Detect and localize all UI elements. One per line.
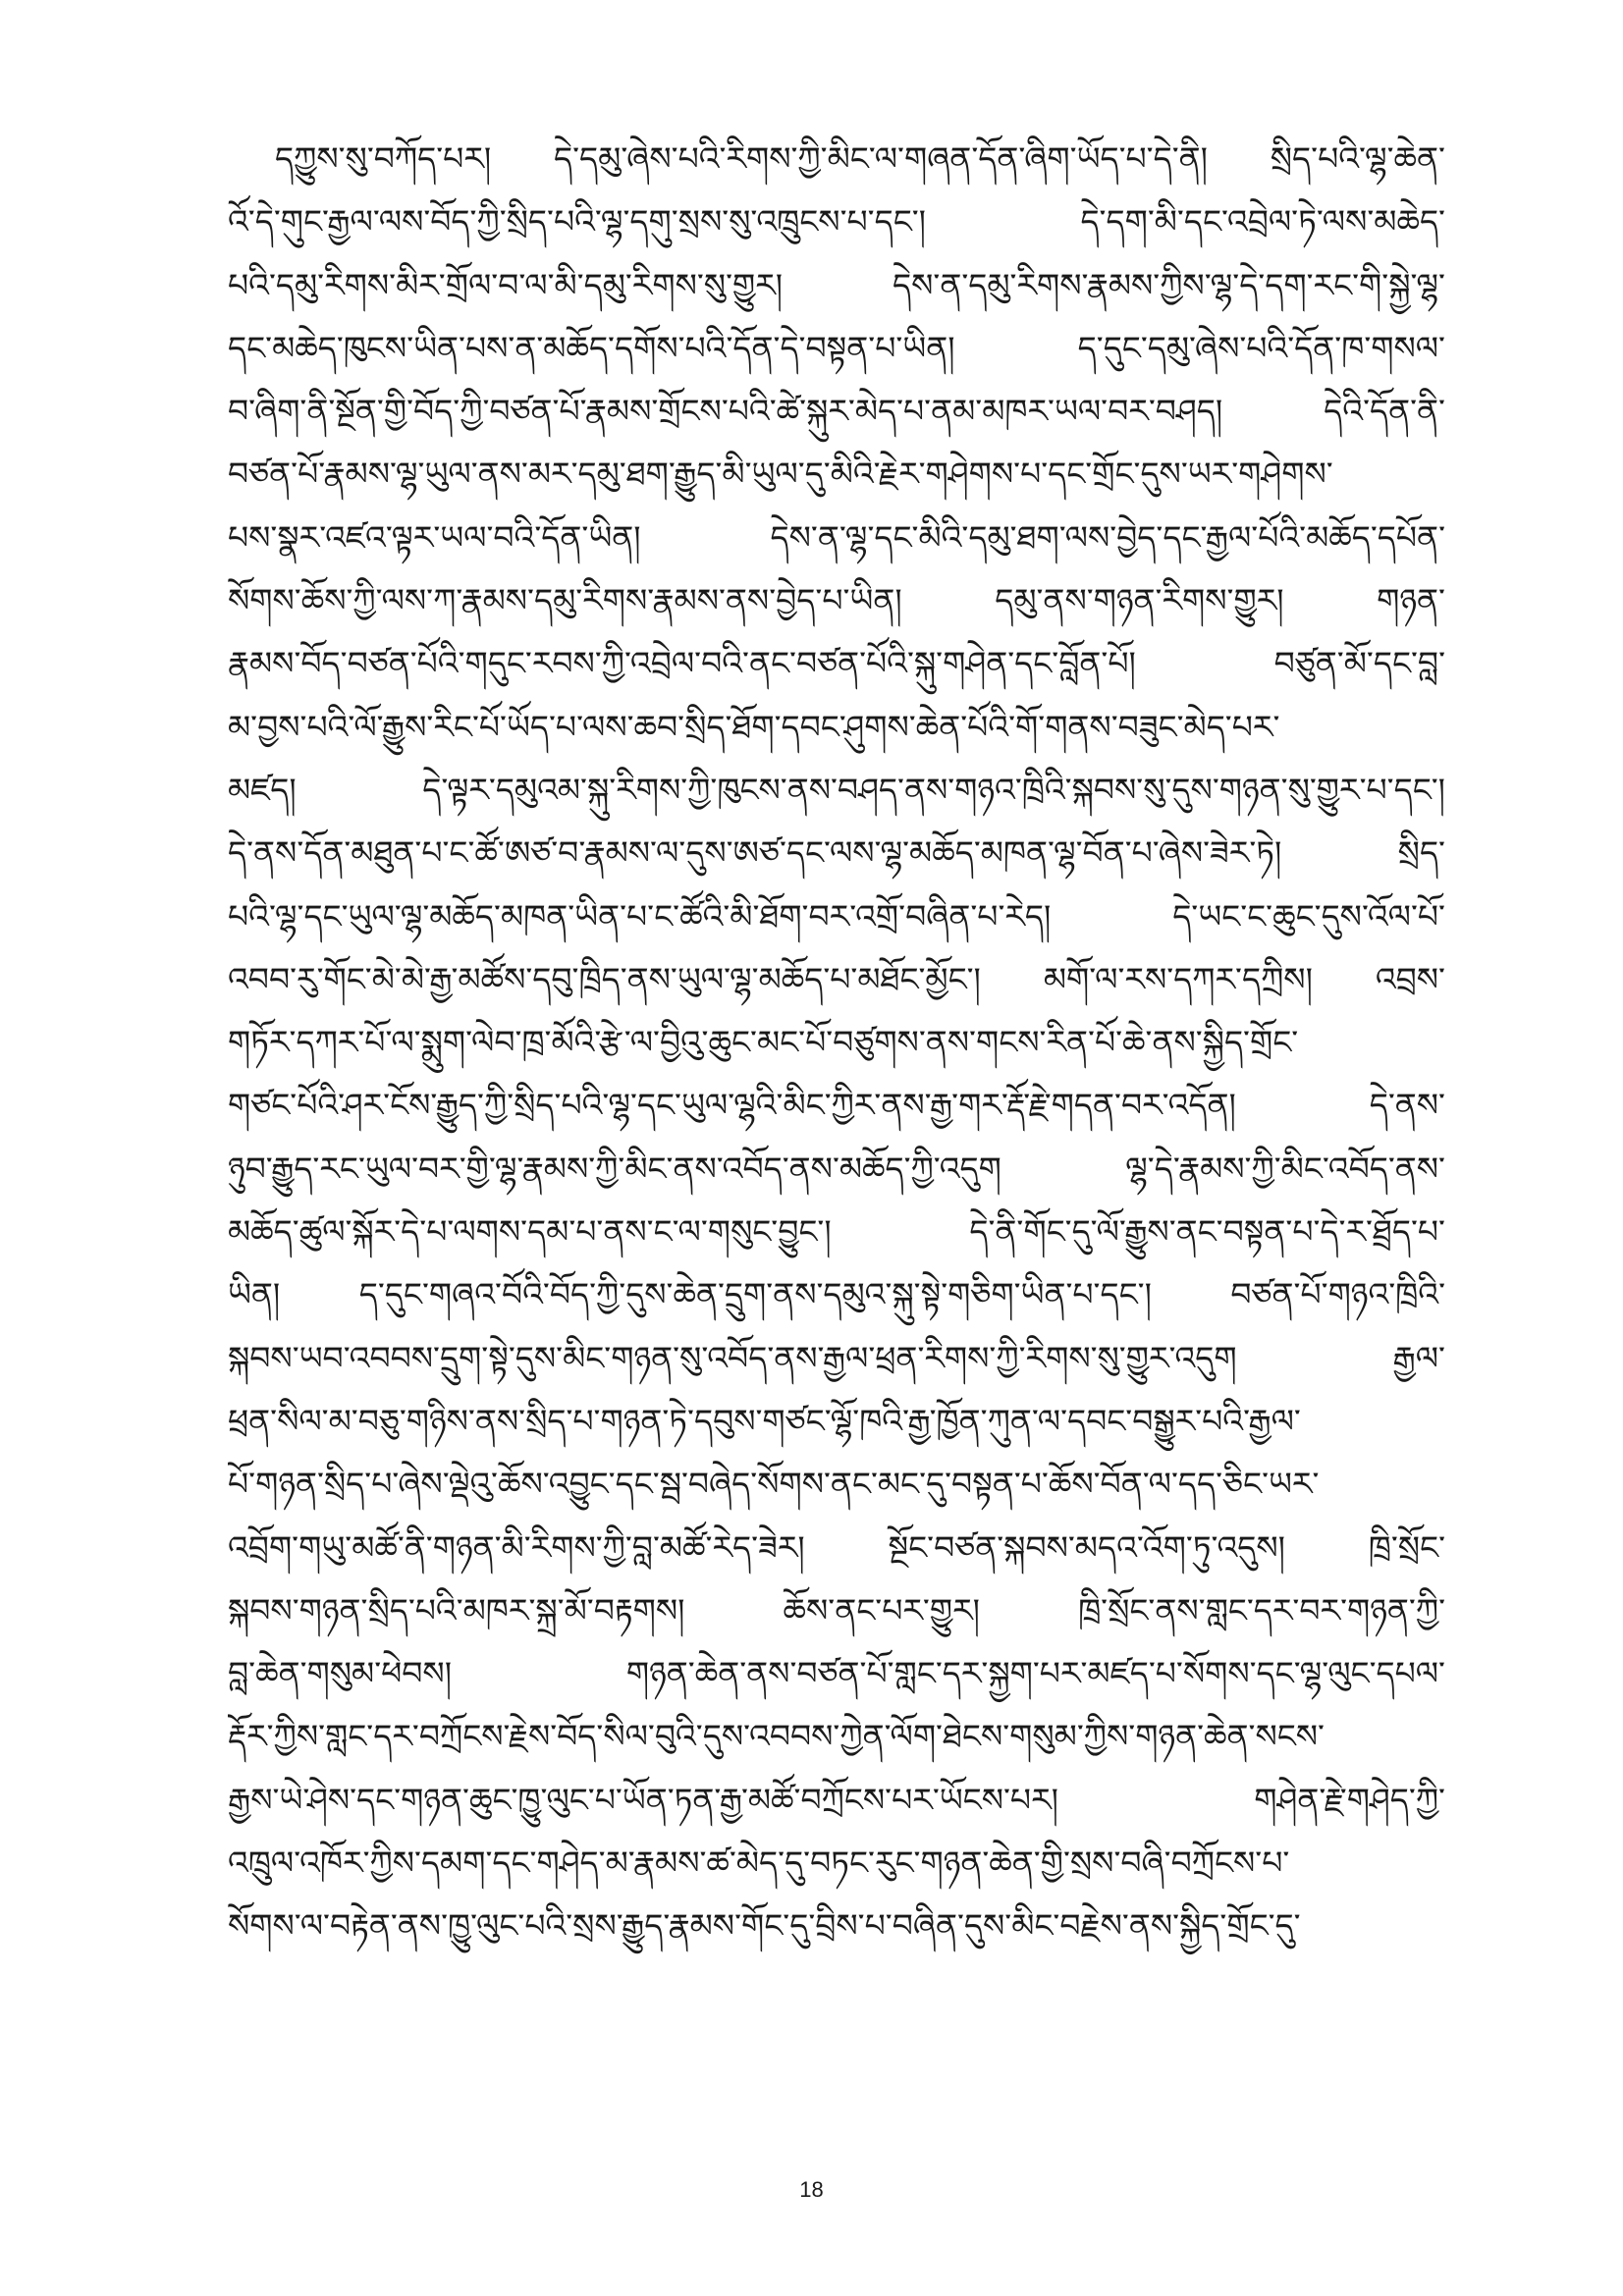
- text-line: རྒྱས་ཡེ་ཤེས་དང་གཉན་ཆུང་ཁྱུ་ལུང་པ་ཡོན་ཏན་རྒྱ་མཚོ་བཀྲོངས་པར་ཡོངས་པར། གཤེན་རྗེ་གཤེད་ཀྱི་: [228, 1780, 1445, 1819]
- text-line: འབྲོག་གཡུ་མཚོ་ནི་གཉན་མི་རིགས་ཀྱི་བླ་མཚོ་རེད་ཟེར། སྔོང་བཙན་སྐབས་མདའ་འོག་ཏུ་འདུས། ཁྲི་སྲོང་: [228, 1527, 1445, 1567]
- text-line: སྐབས་ཡབ་འབབས་དྲུག་སྟེ་དུས་མིང་གཉན་སུ་འབོད་ནས་རྒྱལ་ཕྲན་རིགས་ཀྱི་རིགས་སུ་གྱུར་འདུག རྒྱལ་: [228, 1338, 1445, 1377]
- text-line: མ་བྱས་པའི་ལོ་རྒྱུས་རིང་པོ་ཡོད་པ་ལས་ཆབ་སྲིད་ཐོག་དབང་ཤུགས་ཆེན་པོའི་གོ་གནས་བཟུང་མེད་པར་: [228, 707, 1280, 746]
- text-line: ཉུབ་རྒྱུད་རང་ཡུལ་བར་གྱི་ལྷ་རྣམས་ཀྱི་མིང་ནས་འབོད་ནས་མཆོད་ཀྱི་འདུག ལྷ་དེ་རྣམས་ཀྱི་མིང་འབོད་ནས་: [228, 1148, 1445, 1188]
- page-number: 18: [799, 2177, 824, 2202]
- text-line: བཙན་པོ་རྣམས་ལྷ་ཡུལ་ནས་མར་དམུ་ཐག་རྒྱུད་མི་ཡུལ་དུ་མིའི་རྗེར་གཤེགས་པ་དང་གྲོང་དུས་ཡར་གཤེགས་: [228, 454, 1333, 494]
- text-line: སོགས་ཆོས་ཀྱི་ལས་ཀ་རྣམས་དམུ་རིགས་རྣམས་ནས་བྱེད་པ་ཡིན། དམུ་ནས་གཉན་རིགས་གྱུར། གཉན་: [228, 581, 1445, 620]
- text-line: དང་མཆེད་ཁུངས་ཡིན་པས་ན་མཆོད་དགོས་པའི་དོན་དེ་བསྟན་པ་ཡིན། ད་དུང་དམུ་ཞེས་པའི་དོན་ཁ་གསལ་: [228, 328, 1445, 367]
- text-line: པས་སྣར་འཛའ་ལྟར་ཡལ་བའི་དོན་ཡིན། དེས་ན་ལྷ་དང་མིའི་དམུ་ཐག་ལས་བྱེད་དང་རྒྱལ་པོའི་མཆོད་དཔོན་: [228, 517, 1445, 557]
- text-line: སོགས་ལ་བརྟེན་ནས་ཁྱུ་ལུང་པའི་སྲས་རྒྱུད་རྣམས་གོང་དུ་བྲིས་པ་བཞིན་དུས་མིང་བརྗེས་ནས་སྐྱིད་གྲོང་དུ་: [228, 1906, 1301, 1946]
- text-line: པའི་དམུ་རིགས་མིར་གྲོལ་བ་ལ་མི་དམུ་རིགས་སུ་གྱུར། དེས་ན་དམུ་རིགས་རྣམས་ཀྱིས་ལྷ་དེ་དག་རང་གི་སྐྱེ་ལྷ་: [228, 265, 1445, 304]
- text-line: གཙང་པོའི་ཤར་ངོས་རྒྱུད་ཀྱི་སྲིད་པའི་ལྷ་དང་ཡུལ་ལྷའི་མིང་ཀྱིར་ནས་རྒྱ་གར་རྡོ་རྗེ་གདན་བར་འདོན། དེ་ནས་: [228, 1086, 1445, 1125]
- text-line: འོ་དེ་གུང་རྒྱལ་ལས་བོད་ཀྱི་སྲིད་པའི་ལྷ་དགུ་སྲས་སུ་འཁྲུངས་པ་དང་། དེ་དག་མི་དང་འབྲེལ་ཏེ་ལས་མཆེད་: [228, 202, 1445, 241]
- text-line: པོ་གཉན་སྲིད་པ་ཞེས་ལྡེའུ་ཆོས་འབྱུང་དང་སྦ་བཞེད་སོགས་ནང་མང་དུ་བསྟན་པ་ཆོས་བོན་ལ་དད་ཅིང་ཡར་: [228, 1465, 1320, 1504]
- text-line: འཁྲུལ་འཁོར་ཀྱིས་དམག་དང་གཤེད་མ་རྣམས་ཚ་མེད་དུ་བཏང་རུང་གཉན་ཆེན་གྱི་སྲས་བཞི་བཀྲོངས་པ་: [228, 1843, 1290, 1883]
- text-line: དེ་ནས་དོན་མཐུན་པ་ང་ཚོ་ཨཙ་བ་རྣམས་ལ་དུས་ཨཙ་དང་ལས་ལྷ་མཆོད་མཁན་ལྷ་བོན་པ་ཞེས་ཟེར་ཏེ། སྲིད་: [228, 833, 1445, 873]
- text-line: མཛད། དེ་ལྟར་དམུའམ་སྐུ་རིགས་ཀྱི་ཁུངས་ནས་བཤད་ནས་གཉའ་ཁྲིའི་སྐབས་སུ་དུས་གཉན་སུ་གྱུར་པ་དང་།: [228, 770, 1445, 809]
- text-line: དཀྱུས་སུ་བཀོད་པར། དེ་དམུ་ཞེས་པའི་རིགས་ཀྱི་མིང་ལ་གཞན་དོན་ཞིག་ཡོད་པ་དེ་ནི། སྲིད་པའི་ལྷ་ཆེན་: [275, 139, 1445, 178]
- text-line: རྡོར་ཀྱིས་གླང་དར་བཀྲོངས་རྗེས་བོད་སིལ་བུའི་དུས་འབབས་ཀྱེན་ལོག་ཐེངས་གསུམ་ཀྱིས་གཉན་ཆེན་སངས་: [228, 1717, 1325, 1756]
- text-line: རྣམས་བོད་བཙན་པོའི་གདུང་རབས་ཀྱི་འབྲེལ་བའི་ནང་བཙན་པོའི་སྐུ་གཤེན་དང་བློན་པོ། བཙུན་མོ་དང་བླ་: [228, 644, 1445, 683]
- text-line: ཡིན། ད་དུང་གཞའ་བོའི་བོད་ཀྱི་དུས་ཆེན་དྲུག་ནས་དམུའ་སྐུ་སྟེ་གཅིག་ཡིན་པ་དང་། བཙན་པོ་གཉའ་ཁྲིའི་: [228, 1275, 1445, 1314]
- text-line: བ་ཞིག་ནི་སྔོན་གྱི་བོད་ཀྱི་བཙན་པོ་རྣམས་གྲོངས་པའི་ཚེ་སྐུར་མེད་པ་ནམ་མཁར་ཡལ་བར་བཤད། དེའི་དོན་ནི་: [228, 392, 1445, 431]
- text-line: འབབ་རུ་གོང་མེ་མེ་རྒྱ་མཚོས་དབུ་ཁྲིད་ནས་ཡུལ་ལྷ་མཆོད་པ་མཐོང་མྱོང་། མགོ་ལ་རས་དཀར་དཀྲིས། འབྲས་: [228, 959, 1445, 998]
- text-line: མཆོད་ཚུལ་སྐོར་དེ་པ་ལགས་དམ་པ་ནས་ང་ལ་གསུང་བྱུང་། དེ་ནི་གོང་དུ་ལོ་རྒྱུས་ནང་བསྟན་པ་དེ་ར་ཐྲོད་པ་: [228, 1212, 1445, 1252]
- text-line: པའི་ལྷ་དང་ཡུལ་ལྷ་མཆོད་མཁན་ཡིན་པ་ང་ཚོའི་མི་ཐོག་བར་འགྲོ་བཞིན་པ་རེད། དེ་ཡང་ང་ཆུང་དུས་འོལ་པོ་: [228, 896, 1445, 935]
- text-line: གཏོར་དཀར་པོ་ལ་སྨུག་ལེབ་ཁྲ་མོའི་རྩེ་ལ་བྱིའུ་ཆུང་མང་པོ་བཙུགས་ནས་གངས་རིན་པོ་ཆེ་ནས་སྐྱིད་གྲོང་: [228, 1023, 1299, 1062]
- text-line: སྐབས་གཉན་སྲིད་པའི་མཁར་སྐྲ་མོ་བརྟགས། ཆོས་ནང་པར་གྱུར། ཁྲི་སྲོང་ནས་གླང་དར་བར་གཉན་ཀྱི་: [228, 1590, 1445, 1629]
- text-line: ཕྲན་སིལ་མ་བཅུ་གཉིས་ནས་སྲིད་པ་གཉན་ཏེ་དབུས་གཙང་ལྷོ་ཁའི་རྒྱ་ཁྱོན་ཀུན་ལ་དབང་བསྒྱུར་པའི་རྒྱལ་: [228, 1401, 1301, 1440]
- text-line: བླ་ཆེན་གསུམ་ཕེབས། གཉན་ཆེན་ནས་བཙན་པོ་གླང་དར་སྐྱག་པར་མཛད་པ་སོགས་དང་ལྷ་ལུང་དཔལ་: [228, 1654, 1445, 1693]
- body-text: [228, 128, 1445, 1958]
